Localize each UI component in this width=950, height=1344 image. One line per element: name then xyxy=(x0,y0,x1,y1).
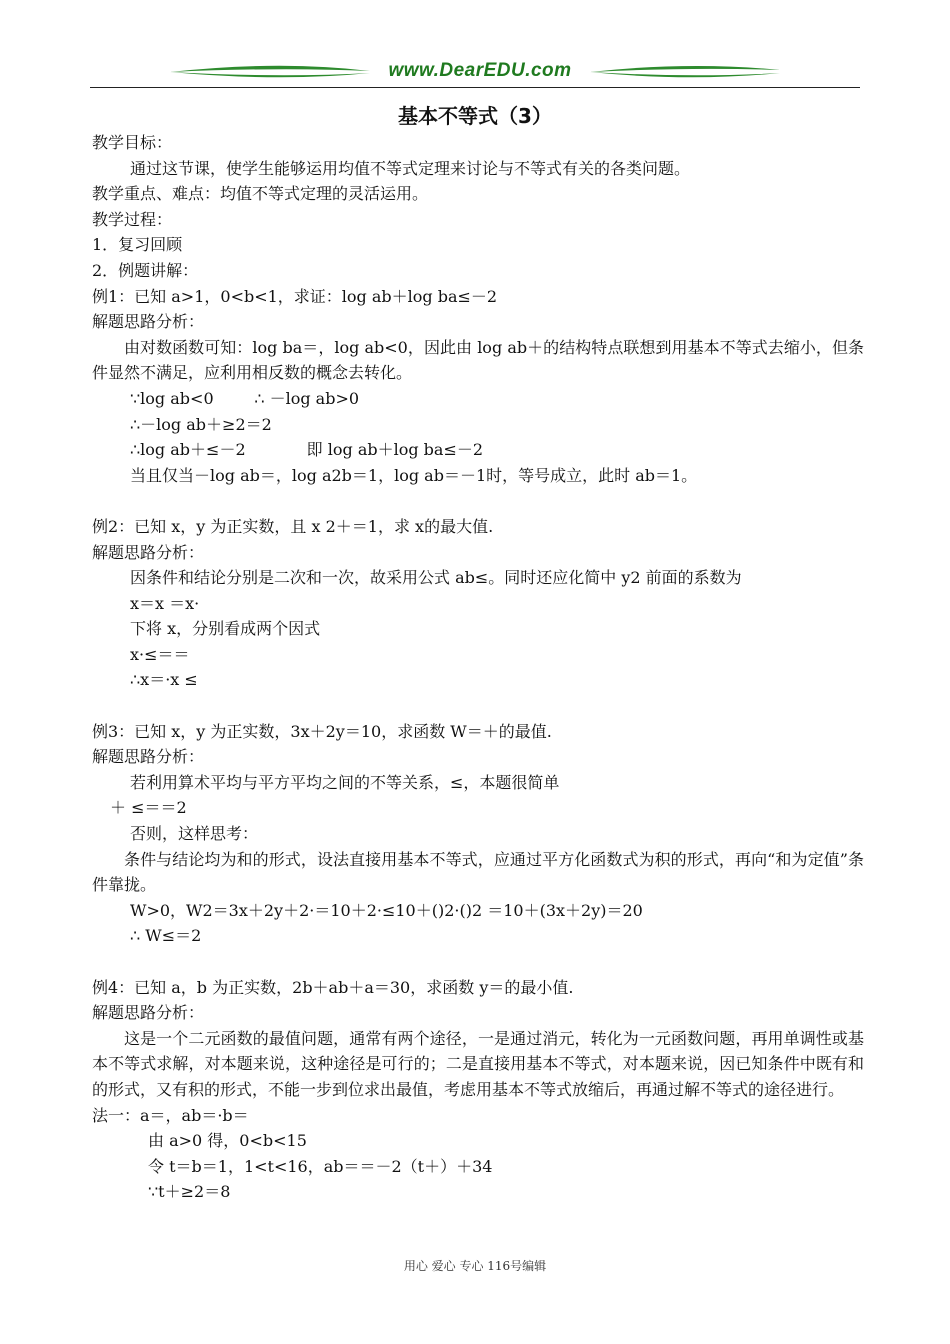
text-line: 因条件和结论分别是二次和一次，故采用公式 ab≤。同时还应化简中 y2 前面的系数为 xyxy=(130,568,742,588)
text-line: ∵t＋≥2＝8 xyxy=(148,1182,231,1202)
text-line: 法一：a＝，ab＝·b＝ xyxy=(92,1105,249,1125)
text-line: ∴－log ab＋≥2＝2 xyxy=(130,414,272,434)
text-line: 1．复习回顾 xyxy=(92,235,183,255)
text-line: 例3：已知 x，y 为正实数，3x＋2y＝10，求函数 W＝＋的最值. xyxy=(92,721,552,741)
text-line: ∴x＝·x ≤ xyxy=(130,670,198,690)
text-line: ∴ W≤＝2 xyxy=(130,926,202,946)
text-line: 由 a>0 得，0<b<15 xyxy=(148,1131,307,1151)
text-line: 例1：已知 a>1，0<b<1，求证：log ab＋log ba≤－2 xyxy=(92,286,498,306)
text-line: 通过这节课，使学生能够运用均值不等式定理来讨论与不等式有关的各类问题。 xyxy=(130,158,691,178)
text-line: 下将 x，分别看成两个因式 xyxy=(130,619,321,639)
site-logo: www.DearEDU.com xyxy=(388,60,572,81)
text-line: 解题思路分析： xyxy=(92,542,205,562)
text-line: 教学目标： xyxy=(92,133,173,152)
text-line: 当且仅当－log ab＝，log a2b＝1，log ab＝－1时，等号成立，此时 ab＝1。 xyxy=(130,465,698,485)
text-line: 否则，这样思考： xyxy=(130,824,259,844)
text-line: x＝x ＝x· xyxy=(130,593,200,613)
text-line: x·≤＝＝ xyxy=(130,644,190,664)
text-paragraph: 这是一个二元函数的最值问题，通常有两个途径，一是通过消元，转化为一元函数问题，再用单调性或基本不等式求解，对本题来说，这种途径是可行的；二是直接用基本不等式，对本题来说，因已知条件中既有和的形式，又有积的形式，不能一步到位求出最值，考虑用基本不等式放缩后，再通过解不等式的途径进行。 xyxy=(92,1028,864,1099)
text-line: 解题思路分析： xyxy=(92,1003,205,1023)
page-title: 基本不等式（3） xyxy=(398,104,552,128)
text-line: 教学过程： xyxy=(92,209,173,229)
page-footer: 用心 爱心 专心 116号编辑 xyxy=(403,1259,547,1273)
text-line: 例4：已知 a，b 为正实数，2b＋ab＋a＝30，求函数 y＝的最小值. xyxy=(92,977,574,997)
text-line: 例2：已知 x，y 为正实数，且 x 2＋＝1，求 x的最大值. xyxy=(92,516,494,536)
document-body xyxy=(92,130,864,1205)
header-rule xyxy=(90,87,860,88)
text-line: 教学重点、难点：均值不等式定理的灵活运用。 xyxy=(92,184,429,204)
text-line: 令 t＝b＝1，1<t<16，ab＝＝－2（t＋）＋34 xyxy=(148,1156,493,1176)
text-line: 解题思路分析： xyxy=(92,312,205,332)
text-line: W>0，W2＝3x＋2y＋2·＝10＋2·≤10＋()2·()2 ＝10＋(3x＋2y)＝20 xyxy=(130,900,643,920)
text-line: 解题思路分析： xyxy=(92,747,205,767)
text-line: 若利用算术平均与平方平均之间的不等关系，≤，本题很简单 xyxy=(130,772,560,792)
text-paragraph: 由对数函数可知：log ba＝，log ab<0，因此由 log ab＋的结构特点联想到用基本不等式去缩小，但条件显然不满足，应利用相反数的概念去转化。 xyxy=(92,337,864,383)
text-line: 2．例题讲解： xyxy=(92,260,199,280)
site-header xyxy=(90,58,860,90)
text-line: ＋ ≤＝＝2 xyxy=(110,798,187,818)
text-paragraph: 条件与结论均为和的形式，设法直接用基本不等式，应通过平方化函数式为积的形式，再向“和为定值”条件靠拢。 xyxy=(92,849,864,895)
text-line: ∴log ab＋≤－2 即 log ab＋log ba≤－2 xyxy=(130,440,484,460)
text-line: ∵log ab<0 ∴ －log ab>0 xyxy=(130,388,360,408)
